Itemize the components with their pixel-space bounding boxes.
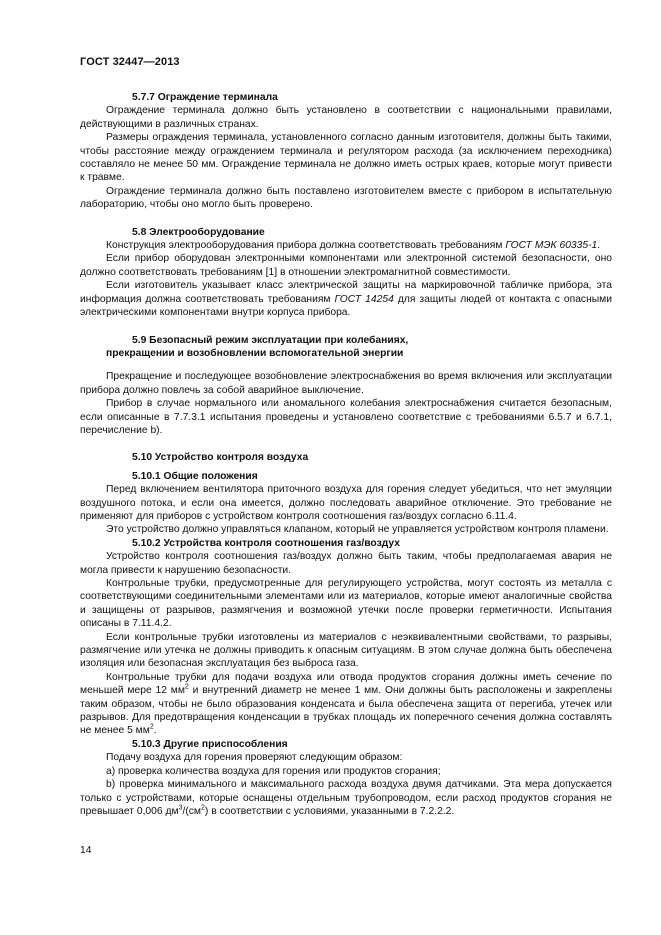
document-header: ГОСТ 32447—2013 xyxy=(80,56,180,68)
paragraph: Ограждение терминала должно быть установлено в соответствии с национальными правилами, действующими в различных странах. xyxy=(80,105,612,130)
section-5-9-heading: 5.9 Безопасный режим эксплуатации при колебаниях, прекращении и возобновлении вспомогательной энергии xyxy=(106,334,409,359)
page-number: 14 xyxy=(80,845,92,856)
paragraph: Прибор в случае нормального или аномального колебания электроснабжения считается безопасным, если описанные в 7.7.3.1 испытания проведены и установлено соответствие с требованиями 6.5.7 и 6.7.1, перечисление b). xyxy=(80,398,612,436)
paragraph: Это устройство должно управляться клапаном, который не управляется устройством контроля пламени. xyxy=(106,524,609,536)
paragraph: Перед включением вентилятора приточного воздуха для горения следует убедиться, что нет эмуляции воздушного потока, и если она имеется, должно последовать аварийное отключение. Это требование не применяют для приборов с устройством контроля соотношения газ/воздух согласно 6.11.4. xyxy=(80,484,612,522)
paragraph: Конструкция электрооборудования прибора должна соответствовать требованиям ГОСТ МЭК 60335-1. xyxy=(106,240,601,252)
paragraph: Устройство контроля соотношения газ/воздух должно быть таким, чтобы предполагаемая авария не могла привести к нарушению безопасности. xyxy=(80,551,612,576)
section-5-10-heading: 5.10 Устройство контроля воздуха xyxy=(132,452,309,464)
paragraph: Размеры ограждения терминала, установленного согласно данным изготовителя, должны быть такими, чтобы расстояние между ограждением терминала и регулятором расхода (за исключением переходника) составляло не менее 50 мм. Ограждение терминала не должно иметь острых краев, которые могут привести к травме. xyxy=(80,132,612,184)
section-5-7-7-heading: 5.7.7 Ограждение терминала xyxy=(132,92,278,103)
standard-reference: ГОСТ 14254 xyxy=(334,293,394,305)
section-5-10-2-heading: 5.10.2 Устройства контроля соотношения газ/воздух xyxy=(132,537,400,549)
paragraph: Ограждение терминала должно быть поставлено изготовителем вместе с прибором в испытательную лабораторию, чтобы оно могло быть проверено. xyxy=(80,185,612,211)
paragraph: Если изготовитель указывает класс электрической защиты на маркировочной табличке прибора, эта информация должна соответствовать требованиям ГОСТ 14254 для защиты людей от контакта с опасными электрическими компонентами внутри корпуса прибора. xyxy=(80,280,612,319)
section-5-10-3-heading: 5.10.3 Другие приспособления xyxy=(132,738,288,750)
paragraph: Если прибор оборудован электронными компонентами или электронной системой безопасности, оно должно соответствовать требованиям [1] в отношении электромагнитной совместимости. xyxy=(80,253,612,278)
section-5-10-1-heading: 5.10.1 Общие положения xyxy=(132,470,258,482)
section-5-8-heading: 5.8 Электрооборудование xyxy=(132,226,265,238)
paragraph: Если контрольные трубки изготовлены из материалов с неэквивалентными свойствами, то разрывы, размягчение или утечка не должны приводить к опасным ситуациям. В этом случае должна быть обеспечена изоляция или безопасная эксплуатация без выброса газа. xyxy=(80,631,612,670)
list-item: а) проверка количества воздуха для горения или продуктов сгорания; xyxy=(106,765,441,777)
list-item: b) проверка минимального и максимального расхода воздуха двумя датчиками. Эта мера допускается только с устройствами, которые оснащены отдельным трубопроводом, если расход продуктов сгорания не превышает 0,006 $дм^3/(см^2)$ в соответствии с условиями, указанными в 7.2.2.2. xyxy=(80,779,612,817)
paragraph: Прекращение и последующее возобновление электроснабжения во время включения или эксплуатации прибора должно повлечь за собой аварийное выключение. xyxy=(80,371,612,396)
paragraph: Подачу воздуха для горения проверяют следующим образом: xyxy=(106,752,403,764)
standard-reference: ГОСТ МЭК 60335-1 xyxy=(505,240,598,252)
document-body xyxy=(80,91,612,818)
paragraph: Контрольные трубки, предусмотренные для регулирующего устройства, могут состоять из металла с соответствующими соединительными элементами или из материалов, которые имеют аналогичные свойства и защищены от разрывов, размягчения и возможной утечки после проверки герметичности. Испытания описаны в 7.11.4.2. xyxy=(80,578,612,630)
paragraph: Контрольные трубки для подачи воздуха или отвода продуктов сгорания должны иметь сечение по меньшей мере 12 $мм^2$ и внутренний диаметр не менее 1 мм. Они должны быть расположены и закреплены таким образом, чтобы не было образования конденсата и была обеспечена защита от перегиба, утечек или разрывов. Для предотвращения конденсации в трубках площадь их поперечного сечения должна составлять не менее 5 $мм^2$. xyxy=(80,671,612,737)
